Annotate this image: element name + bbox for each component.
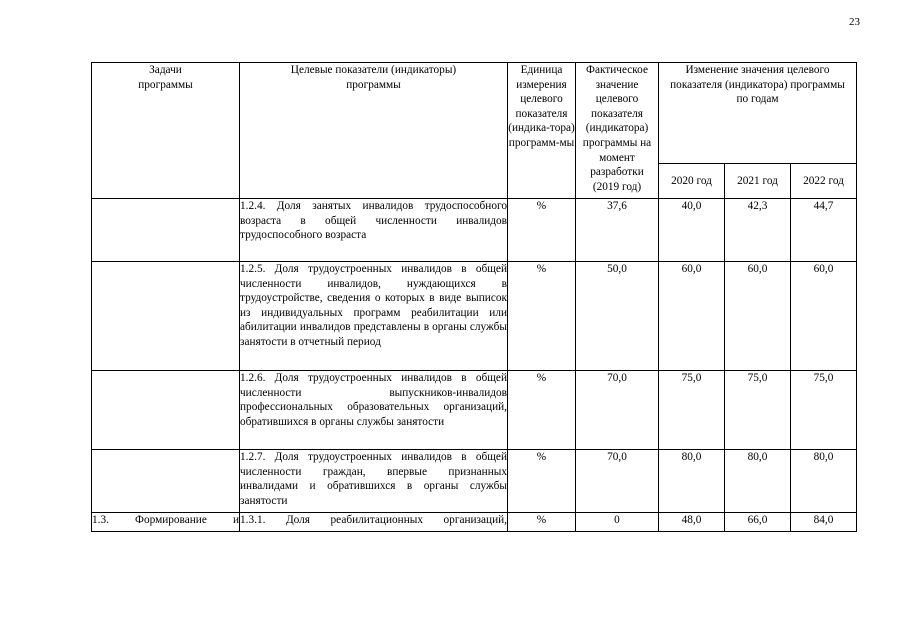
- table-row: [92, 262, 857, 371]
- value-2020-cell: 40,0: [659, 199, 725, 262]
- task-cell: [92, 262, 240, 371]
- value-2022-cell: 60,0: [791, 262, 857, 371]
- value-2021-cell: 42,3: [725, 199, 791, 262]
- header-tasks: Задачи программы: [92, 63, 240, 199]
- header-actual: Фактическое значение целевого показателя (индикатора) программы на момент разработки (2019 год): [576, 63, 659, 199]
- value-2022-cell: 84,0: [791, 513, 857, 532]
- task-cell: 1.3. Формирование и: [92, 513, 240, 532]
- value-2020-cell: 60,0: [659, 262, 725, 371]
- table-row: [92, 450, 857, 513]
- actual-cell: 70,0: [576, 371, 659, 450]
- indicator-cell: 1.2.5. Доля трудоустроенных инвалидов в общей численности инвалидов, нуждающихся в трудоустройстве, сведения о которых в виде выписок из индивидуальных программ реабилитации или абилитации инвалидов представлены в органы службы занятости в отчетный период: [240, 262, 508, 371]
- value-2022-cell: 75,0: [791, 371, 857, 450]
- value-2021-cell: 60,0: [725, 262, 791, 371]
- header-indicators: Целевые показатели (индикаторы) программы: [240, 63, 508, 199]
- value-2022-cell: 80,0: [791, 450, 857, 513]
- unit-cell: %: [508, 199, 576, 262]
- table-row: [92, 199, 857, 262]
- actual-cell: 50,0: [576, 262, 659, 371]
- indicator-cell: 1.2.4. Доля занятых инвалидов трудоспособного возраста в общей численности инвалидов трудоспособного возраста: [240, 199, 508, 262]
- value-2021-cell: 75,0: [725, 371, 791, 450]
- header-change: Изменение значения целевого показателя (индикатора) программы по годам: [659, 63, 857, 164]
- unit-cell: %: [508, 513, 576, 532]
- actual-cell: 37,6: [576, 199, 659, 262]
- task-cell: [92, 199, 240, 262]
- unit-cell: %: [508, 450, 576, 513]
- header-year-2020: 2020 год: [659, 164, 725, 199]
- actual-cell: 70,0: [576, 450, 659, 513]
- task-cell: [92, 371, 240, 450]
- value-2020-cell: 75,0: [659, 371, 725, 450]
- header-year-2022: 2022 год: [791, 164, 857, 199]
- indicator-cell: 1.3.1. Доля реабилитационных организаций,: [240, 513, 508, 532]
- value-2022-cell: 44,7: [791, 199, 857, 262]
- header-year-2021: 2021 год: [725, 164, 791, 199]
- header-unit: Единица измерения целевого показателя (индика-тора) программ-мы: [508, 63, 576, 199]
- value-2020-cell: 80,0: [659, 450, 725, 513]
- value-2021-cell: 66,0: [725, 513, 791, 532]
- table-row: [92, 371, 857, 450]
- table-row: [92, 513, 857, 532]
- indicator-cell: 1.2.7. Доля трудоустроенных инвалидов в общей численности граждан, впервые признанных инвалидами и обратившихся в органы службы занятости: [240, 450, 508, 513]
- unit-cell: %: [508, 371, 576, 450]
- actual-cell: 0: [576, 513, 659, 532]
- value-2020-cell: 48,0: [659, 513, 725, 532]
- task-cell: [92, 450, 240, 513]
- unit-cell: %: [508, 262, 576, 371]
- indicator-cell: 1.2.6. Доля трудоустроенных инвалидов в общей численности выпускников-инвалидов профессиональных образовательных организаций, обратившихся в органы службы занятости: [240, 371, 508, 450]
- indicators-table: [91, 62, 857, 532]
- page-number: 23: [849, 16, 860, 28]
- value-2021-cell: 80,0: [725, 450, 791, 513]
- table-header-row: [92, 63, 857, 164]
